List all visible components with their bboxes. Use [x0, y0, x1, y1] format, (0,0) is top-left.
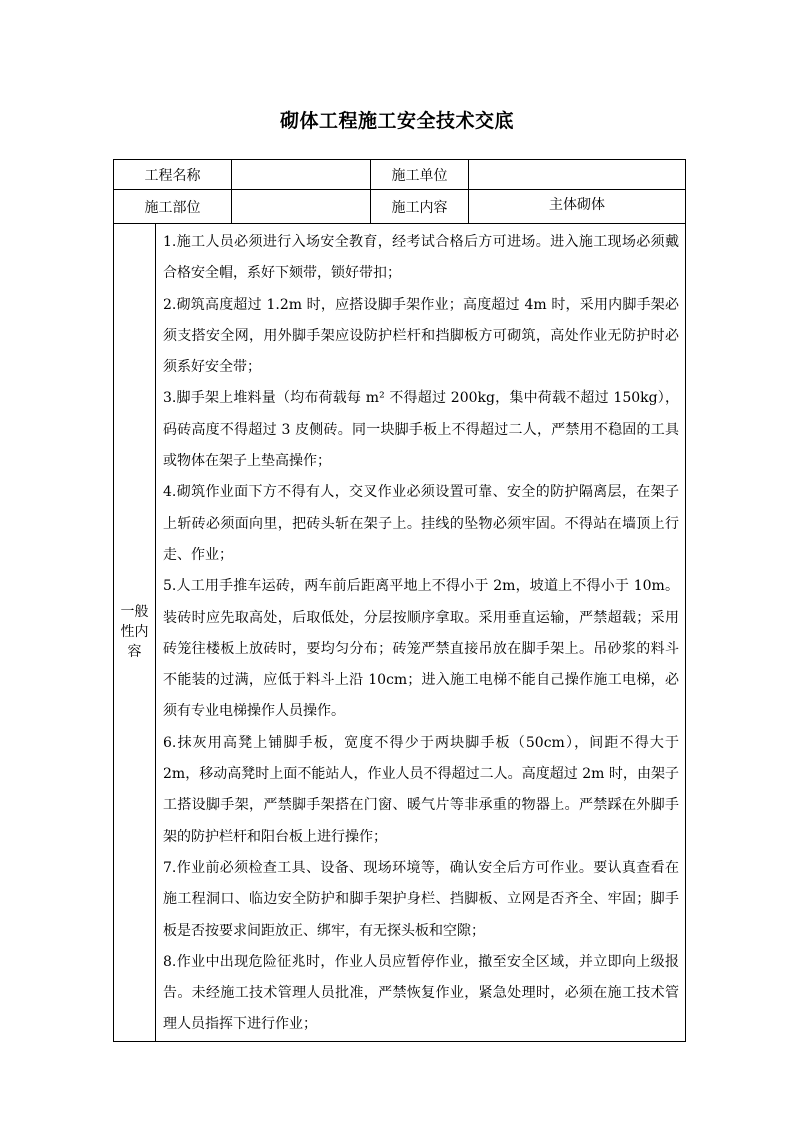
general-content-label: 一般性内容: [120, 604, 149, 661]
clause-5: 5.人工用手推车运砖，两车前后距离平地上不得小于 2m，坡道上不得小于 10m。装砖时应先取高处，后取低处，分层按顺序拿取。采用垂直运输，严禁超载；采用砖笼往楼板上放砖时，要均匀分布；砖笼严禁直接吊放在脚手架上。吊砂浆的料斗不能装的过满，应低于料斗上沿 10cm；进入施工电梯不能自己操作施工电梯，必须有专业电梯操作人员操作。: [163, 578, 679, 720]
construction-content-value: 主体砌体: [469, 190, 686, 224]
construction-part-label: 施工部位: [114, 190, 232, 224]
clause-7: 7.作业前必须检查工具、设备、现场环境等，确认安全后方可作业。要认真查看在施工程洞口、临边安全防护和脚手架护身栏、挡脚板、立网是否齐全、牢固；脚手板是否按要求间距放正、绑牢，有无探头板和空隙；: [163, 859, 679, 939]
clause-3: 3.脚手架上堆料量（均布荷载每 m² 不得超过 200kg，集中荷载不超过 150kg），码砖高度不得超过 3 皮侧砖。同一块脚手板上不得超过二人，严禁用不稳固的工具或物体在架子上垫高操作；: [163, 390, 679, 470]
document-title: 砌体工程施工安全技术交底: [279, 110, 514, 132]
general-content-body: [156, 224, 686, 1042]
project-name-label: 工程名称: [114, 160, 232, 190]
construction-unit-label: 施工单位: [371, 160, 469, 190]
clause-2: 2.砌筑高度超过 1.2m 时，应搭设脚手架作业；高度超过 4m 时，采用内脚手架必须支搭安全网，用外脚手架应设防护栏杆和挡脚板方可砌筑，高处作业无防护时必须系好安全带；: [163, 296, 679, 376]
clause-4: 4.砌筑作业面下方不得有人，交叉作业必须设置可靠、安全的防护隔离层，在架子上斩砖必须面向里，把砖头斩在架子上。挂线的坠物必须牢固。不得站在墙顶上行走、作业；: [163, 484, 679, 563]
construction-part-value: [232, 190, 371, 224]
general-content-label-cell: [114, 224, 156, 1042]
construction-content-label: 施工内容: [371, 190, 469, 224]
construction-unit-value: [469, 160, 686, 190]
clause-1: 1.施工人员必须进行入场安全教育，经考试合格后方可进场。进入施工现场必须戴合格安全帽，系好下颏带，锁好带扣；: [163, 234, 679, 282]
project-name-value: [232, 160, 371, 190]
clause-8: 8.作业中出现危险征兆时，作业人员应暂停作业，撤至安全区域，并立即向上级报告。未经施工技术管理人员批准，严禁恢复作业，紧急处理时，必须在施工技术管理人员指挥下进行作业；: [163, 953, 679, 1033]
disclosure-table: [113, 159, 686, 1042]
clause-6: 6.抹灰用高凳上铺脚手板，宽度不得少于两块脚手板（50cm），间距不得大于 2m，移动高凳时上面不能站人，作业人员不得超过二人。高度超过 2m 时，由架子工搭设脚手架，严禁脚手架搭在门窗、暖气片等非承重的物器上。严禁踩在外脚手架的防护栏杆和阳台板上进行操作；: [163, 734, 679, 845]
